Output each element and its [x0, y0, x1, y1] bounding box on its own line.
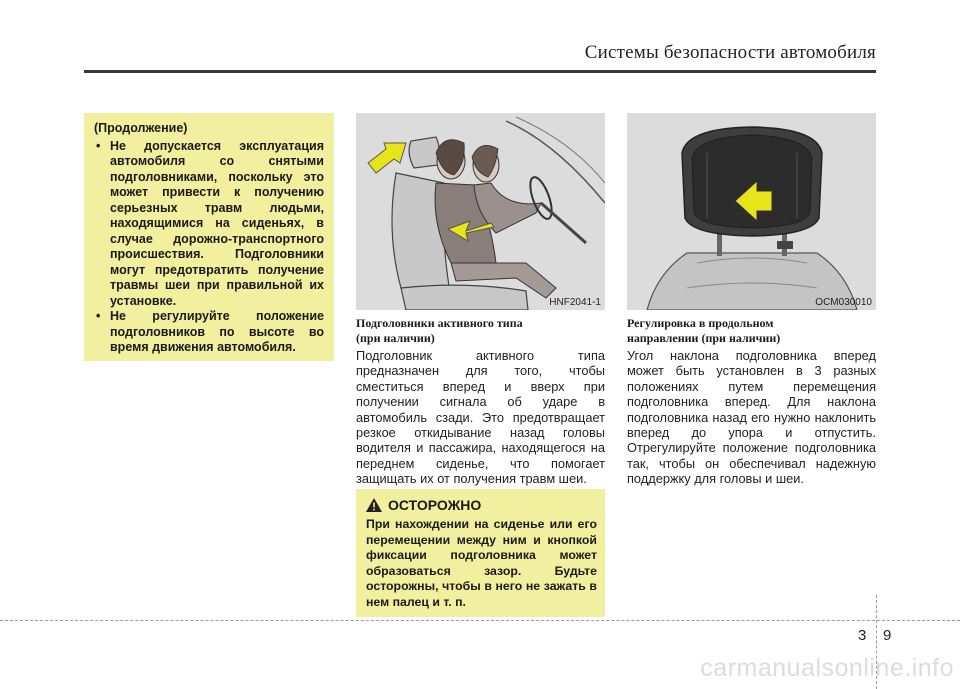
active-headrest-heading [356, 316, 605, 346]
header-rule [84, 70, 876, 73]
figure-code-left: HNF2041-1 [549, 297, 601, 308]
bullet-symbol: • [96, 138, 101, 153]
note-bullet-item [94, 309, 324, 356]
continued-note-box [84, 113, 334, 361]
figure-code-right: OCM030010 [815, 297, 872, 308]
active-headrest-illustration [356, 113, 605, 310]
warning-title: ОСТОРОЖНО [388, 497, 482, 513]
page-chapter-number: 3 [858, 627, 867, 644]
note-bullet-list [94, 139, 324, 356]
page-number: 9 [883, 627, 892, 644]
warning-box [356, 489, 605, 617]
page-header-title: Системы безопасности автомобиля [584, 42, 876, 63]
active-headrest-heading-line2: (при наличии) [356, 331, 435, 345]
adjust-heading [627, 316, 876, 346]
footer-dashed-rule [0, 620, 960, 621]
warning-header [366, 497, 597, 513]
continued-heading: (Продолжение) [94, 121, 188, 135]
active-headrest-body: Подголовник активного типа предназначен для того, чтобы сместиться вперед и вверх при получении сигнала об ударе в автомобиль сзади. Это предотвращает резкое откидывание назад головы водителя и пассажира, находящегося на переднем сиденье, что помогает защищать их от получения травм шеи. [356, 348, 605, 487]
driver-seat-drawing [356, 113, 605, 310]
note-bullet-item [94, 139, 324, 310]
warning-body: При нахождении на сиденье или его перемещении между ним и кнопкой фиксации подголовника может образоваться зазор. Будьте осторожны, чтобы в него не зажать в нем палец и т. п. [366, 517, 597, 609]
active-headrest-heading-line1: Подголовники активного типа [356, 316, 523, 330]
adjust-heading-line2: направлении (при наличии) [627, 331, 781, 345]
bullet-symbol: • [96, 309, 101, 323]
adjust-body: Угол наклона подголовника вперед может быть установлен в 3 разных положениях путем перемещения подголовника вперед. Для наклона подголовника назад его нужно наклонить вперед до упора и отпустить. Отрегулируйте положение подголовника так, чтобы он обеспечивал надежную поддержку для головы и шеи. [627, 348, 876, 487]
adjust-heading-line1: Регулировка в продольном [627, 316, 774, 330]
watermark-text: carmanualsonline.info [700, 654, 954, 682]
warning-triangle-icon [366, 498, 382, 512]
note-bullet-text: Не регулируйте положение подголовников по высоте во время движения автомобиля. [110, 309, 324, 354]
note-bullet-text: Не допускается эксплуатация автомобиля со снятыми подголовниками, поскольку это может привести к получению серьезных травм людьми, находящимися на сиденьях, в случае дорожно-транспортного происшествия. Подголовники могут предотвратить получение травмы шеи при правильной их установке. [110, 138, 324, 308]
headrest-adjust-illustration [627, 113, 876, 310]
headrest-drawing [627, 113, 876, 310]
